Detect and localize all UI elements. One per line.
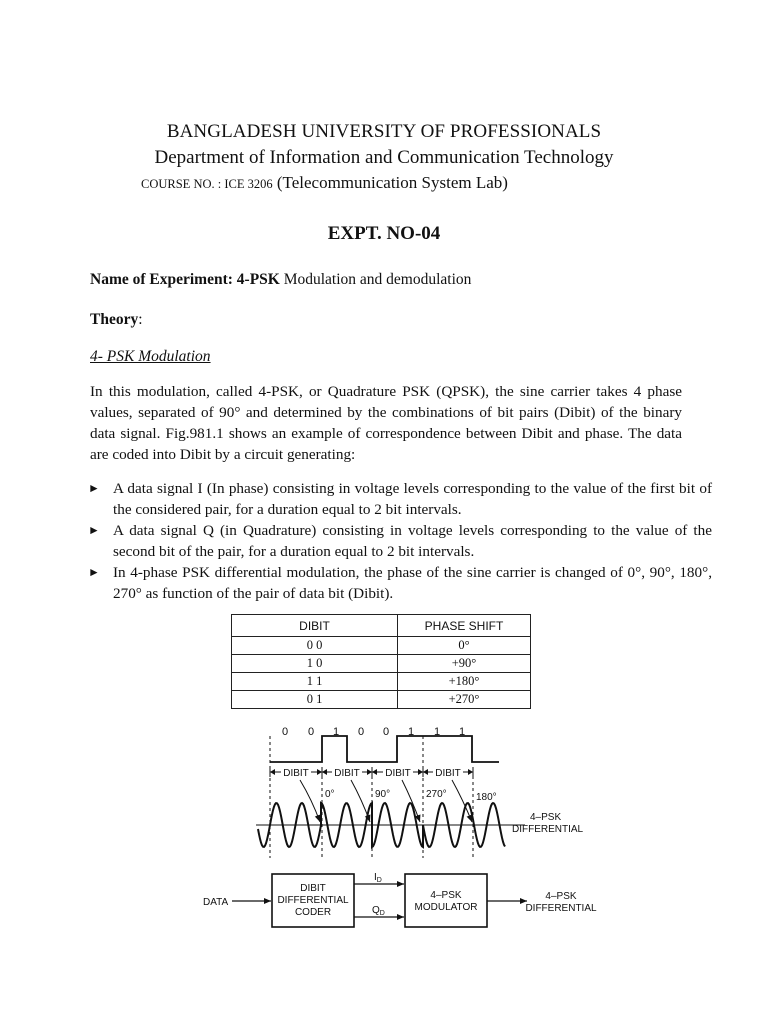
phase-label: 270° xyxy=(426,789,447,800)
bullet-text: A data signal Q (in Quadrature) consisting in voltage levels corresponding to the value of the second bit of the pair, for a duration equal to 2 bit intervals. xyxy=(113,522,712,560)
dibit-label: DIBIT xyxy=(435,768,461,779)
experiment-name-bold: 4-PSK xyxy=(236,271,280,288)
section-title: 4- PSK Modulation xyxy=(90,348,211,365)
q-label-sub: D xyxy=(379,910,385,917)
dibit-label: DIBIT xyxy=(283,768,309,779)
course-number: COURSE NO. : ICE 3206 xyxy=(141,177,273,191)
course-title: (Telecommunication System Lab) xyxy=(276,173,508,192)
coder-label: CODER xyxy=(294,907,332,918)
table-cell-phase: +90° xyxy=(398,655,531,673)
experiment-number: EXPT. NO-04 xyxy=(327,223,441,244)
q-label-main: Q xyxy=(372,905,380,916)
bullet-arrow-icon: ► xyxy=(88,481,100,495)
bit-label: 1 xyxy=(332,726,340,738)
table-header-dibit: DIBIT xyxy=(232,615,398,637)
modulator-label: 4–PSK xyxy=(430,890,462,901)
bullet-text: In 4-phase PSK differential modulation, the phase of the sine carrier is changed of 0°, 90°, 180°, 270° as function of the pair of data bit (Dibit). xyxy=(113,564,712,602)
table-cell-phase: 0° xyxy=(398,637,531,655)
data-input-label: DATA xyxy=(203,897,229,908)
coder-label: DIFFERENTIAL xyxy=(277,895,349,906)
experiment-name-rest: Modulation and demodulation xyxy=(283,271,472,288)
output-label: DIFFERENTIAL xyxy=(525,903,597,914)
coder-label: DIBIT xyxy=(300,883,326,894)
dibit-label: DIBIT xyxy=(334,768,360,779)
i-label-main: I xyxy=(374,872,377,883)
bit-label: 0 xyxy=(382,726,390,738)
output-label: 4–PSK xyxy=(545,891,577,902)
bit-label: 0 xyxy=(307,726,315,738)
i-label xyxy=(374,872,382,884)
dibit-label: DIBIT xyxy=(385,768,411,779)
signal-label: 4–PSK xyxy=(530,812,562,823)
table-header-phase: PHASE SHIFT xyxy=(398,615,531,637)
theory-label: Theory xyxy=(90,311,139,328)
phase-label: 90° xyxy=(375,789,391,800)
table-cell-dibit: 0 0 xyxy=(232,637,398,655)
bit-label: 1 xyxy=(407,726,415,738)
theory-paragraph: In this modulation, called 4-PSK, or Quadrature PSK (QPSK), the sine carrier takes 4 phase values, separated of 90° and determined by the combinations of bit pairs (Dibit) of the binary data signal. Fig.981.1 shows an example of correspondence between Dibit and phase. The data are coded into Dibit by a circuit generating: xyxy=(90,383,682,463)
table-cell-dibit: 1 0 xyxy=(232,655,398,673)
phase-label: 180° xyxy=(476,792,497,803)
table-cell-phase: +180° xyxy=(398,673,531,691)
signal-label: DIFFERENTIAL xyxy=(512,824,584,835)
table-cell-dibit: 1 1 xyxy=(232,673,398,691)
block-diagram xyxy=(203,872,597,927)
bit-label: 1 xyxy=(458,726,466,738)
data-signal xyxy=(270,736,499,762)
bit-label: 1 xyxy=(433,726,441,738)
i-label-sub: D xyxy=(376,877,382,884)
university-name: BANGLADESH UNIVERSITY OF PROFESSIONALS xyxy=(166,121,602,142)
experiment-name-label: Name of Experiment: xyxy=(90,271,233,288)
bullet-text: A data signal I (In phase) consisting in voltage levels corresponding to the value of the first bit of the considered pair, for a duration equal to 2 bit intervals. xyxy=(113,480,712,518)
q-label xyxy=(372,905,385,917)
department-name: Department of Information and Communication Technology xyxy=(154,147,614,168)
bit-label: 0 xyxy=(281,726,289,738)
modulator-label: MODULATOR xyxy=(414,902,478,913)
bullet-arrow-icon: ► xyxy=(88,565,100,579)
bullet-arrow-icon: ► xyxy=(88,523,100,537)
phase-label: 0° xyxy=(325,789,335,800)
theory-colon: : xyxy=(138,311,143,328)
table-cell-dibit: 0 1 xyxy=(232,691,398,709)
table-cell-phase: +270° xyxy=(398,691,531,709)
bit-label: 0 xyxy=(357,726,365,738)
